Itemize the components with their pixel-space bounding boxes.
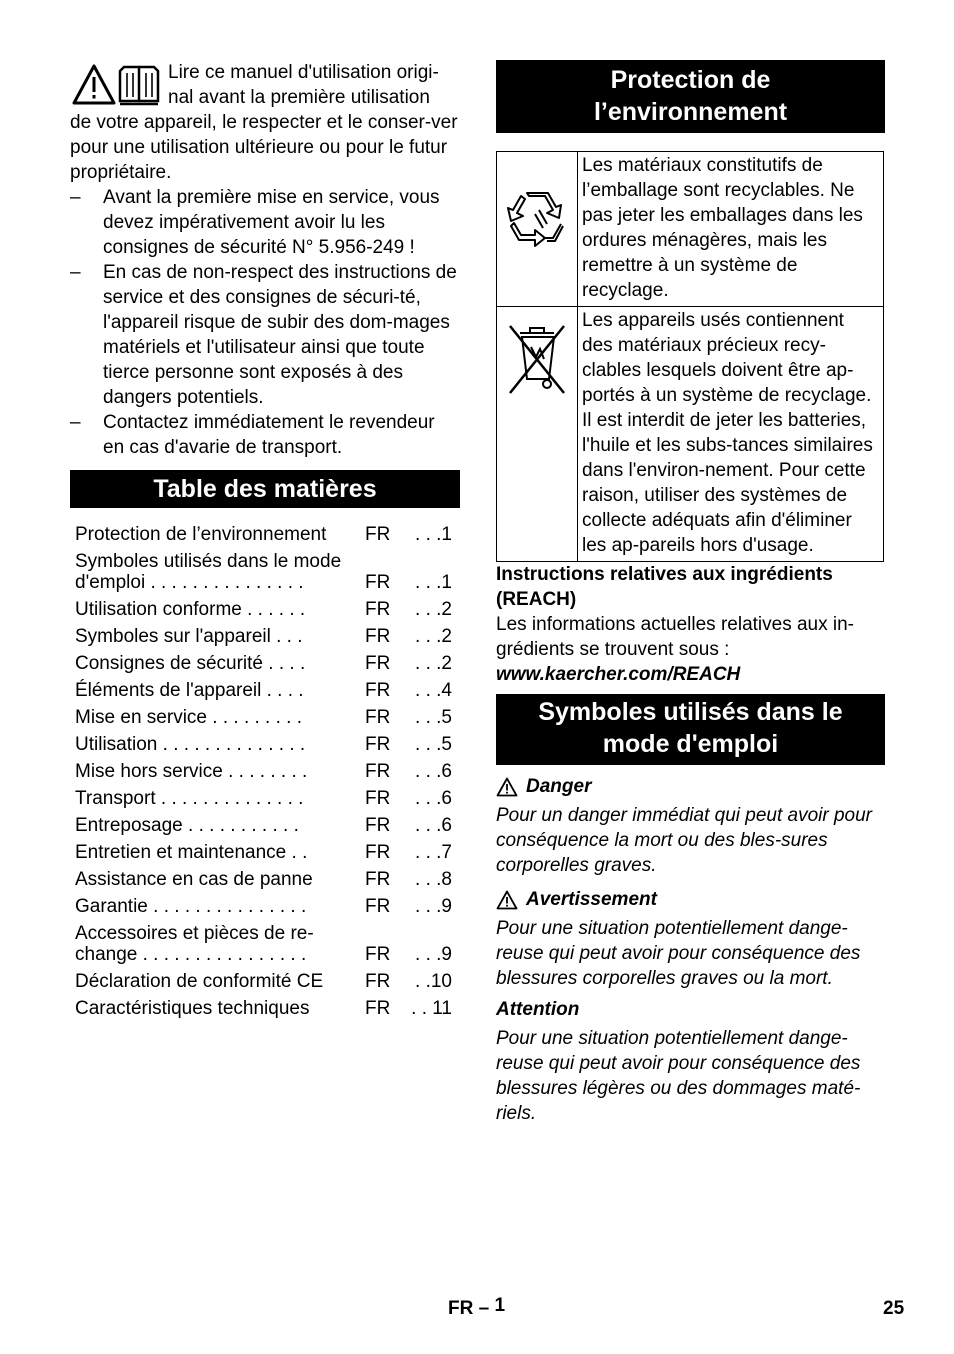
dash-bullet: – bbox=[70, 262, 81, 283]
crossed-out-wheelie-bin-icon bbox=[502, 321, 572, 397]
list-item: – En cas de non-respect des instructions de service et des consignes de sécuri-té, l'appareil risque de subir des dom-mages matériels et l'utilisateur ainsi que toute tierce personne sont exposés à des dangers potentiels. bbox=[70, 262, 457, 408]
toc-entry-lang: FR bbox=[365, 524, 391, 545]
toc-entry-page: . . .5 bbox=[415, 734, 452, 755]
toc-entry-page: . . .8 bbox=[415, 869, 452, 890]
toc-entry-title: Assistance en cas de panne bbox=[75, 869, 313, 890]
table-cell-text: Les appareils usés contiennent des matériaux précieux recy-clables lesquels doivent être ap-portés à un système de recyclage. Il est interdit de jeter les batteries, l'huile et les subs-tances similaires dans l'environ-nement. Pour cette raison, utiliser des systèmes de collecte adéquats afin d'éliminer les ap-pareils hors d'usage. bbox=[578, 307, 884, 562]
table-row bbox=[497, 152, 884, 307]
danger-text: Pour un danger immédiat qui peut avoir pour conséquence la mort ou des bles-sures corporelles graves. bbox=[496, 805, 873, 876]
list-item: – Avant la première mise en service, vous devez impérativement avoir lu les consignes de sécurité N° 5.956-249 ! bbox=[70, 187, 440, 258]
toc-entry[interactable] bbox=[75, 869, 460, 890]
toc-entry-title: Caractéristiques techniques bbox=[75, 998, 310, 1019]
toc-entry-lang: FR bbox=[365, 788, 391, 809]
toc-entry[interactable] bbox=[75, 599, 460, 620]
toc-entry-lang: FR bbox=[365, 680, 391, 701]
toc-entry-lang: FR bbox=[365, 971, 391, 992]
toc-entry-title: Mise hors service . . . . . . . . bbox=[75, 761, 308, 782]
toc-entry[interactable] bbox=[75, 842, 460, 863]
toc-entry-lang: FR bbox=[365, 998, 391, 1019]
toc-entry-page: . . .5 bbox=[415, 707, 452, 728]
toc-entry-lang: FR bbox=[365, 626, 391, 647]
manual-book-icon bbox=[120, 67, 158, 104]
attention-title: Attention bbox=[496, 999, 580, 1020]
table-cell-icon bbox=[497, 152, 578, 307]
toc-entry-page: . . .9 bbox=[415, 944, 452, 965]
toc-entry-title: Symboles sur l'appareil . . . bbox=[75, 626, 303, 647]
intro-line-2: nal avant la première utilisation bbox=[168, 87, 430, 108]
toc-entry[interactable] bbox=[75, 680, 460, 701]
toc-entry[interactable] bbox=[75, 788, 460, 809]
toc-entry-title: Accessoires et pièces de re- change . . . . . . . . . . . . . . . . bbox=[75, 923, 314, 965]
toc-entry-page: . . .9 bbox=[415, 896, 452, 917]
toc-entry-page: . . .2 bbox=[415, 653, 452, 674]
toc-entry[interactable] bbox=[75, 923, 460, 965]
toc-entry-title: Entretien et maintenance . . bbox=[75, 842, 308, 863]
toc-entry-lang: FR bbox=[365, 761, 391, 782]
toc-entry-page: . . .6 bbox=[415, 761, 452, 782]
intro-line-1: Lire ce manuel d'utilisation origi- bbox=[168, 62, 439, 83]
toc-heading: Table des matières bbox=[70, 470, 460, 508]
toc-entry-title: Entreposage . . . . . . . . . . . bbox=[75, 815, 299, 836]
table-row bbox=[497, 307, 884, 562]
toc-entry-title: Utilisation conforme . . . . . . bbox=[75, 599, 306, 620]
reach-text: Les informations actuelles relatives aux in-grédients se trouvent sous : bbox=[496, 614, 855, 660]
warning-text: Pour une situation potentiellement dange-reuse qui peut avoir pour conséquence des blessures corporelles graves ou la mort. bbox=[496, 918, 861, 989]
toc-entry-lang: FR bbox=[365, 599, 391, 620]
toc-entry-page: . . .1 bbox=[415, 524, 452, 545]
environment-heading: Protection de l’environnement bbox=[496, 60, 885, 133]
toc-entry-page: . .10 bbox=[415, 971, 452, 992]
toc-entry-lang: FR bbox=[365, 842, 391, 863]
toc-entry-lang: FR bbox=[365, 869, 391, 890]
page-number: 25 bbox=[883, 1298, 905, 1319]
toc-entry[interactable] bbox=[75, 815, 460, 836]
toc-entry-lang: FR bbox=[365, 734, 391, 755]
warning-triangle-icon bbox=[74, 66, 114, 103]
warning-triangle-icon bbox=[496, 777, 518, 797]
reach-title: Instructions relatives aux ingrédients (REACH) bbox=[496, 564, 833, 610]
toc-entry-page: . . .1 bbox=[415, 572, 452, 593]
toc-entry-page: . . .6 bbox=[415, 815, 452, 836]
toc-entry-title: Garantie . . . . . . . . . . . . . . . bbox=[75, 896, 307, 917]
toc-entry-lang: FR bbox=[365, 653, 391, 674]
toc-entry-title: Mise en service . . . . . . . . . bbox=[75, 707, 303, 728]
toc-entry-title: Déclaration de conformité CE bbox=[75, 971, 324, 992]
environment-table bbox=[496, 151, 884, 562]
list-item: – Contactez immédiatement le revendeur en cas d'avarie de transport. bbox=[70, 412, 435, 458]
danger-title: Danger bbox=[496, 774, 885, 799]
recycling-icon bbox=[499, 186, 575, 266]
warning-triangle-icon bbox=[496, 890, 518, 910]
toc-entry[interactable] bbox=[75, 896, 460, 917]
toc-entry-lang: FR bbox=[365, 815, 391, 836]
toc-entry-lang: FR bbox=[365, 707, 391, 728]
toc-entry[interactable] bbox=[75, 734, 460, 755]
toc-entry-page: . . .6 bbox=[415, 788, 452, 809]
toc-entry-title: Consignes de sécurité . . . . bbox=[75, 653, 306, 674]
left-column bbox=[70, 60, 460, 1025]
toc-entry-page: . . .7 bbox=[415, 842, 452, 863]
toc-entry-title: Utilisation . . . . . . . . . . . . . . bbox=[75, 734, 306, 755]
intro-text: de votre appareil, le respecter et le conser-ver pour une utilisation ultérieure ou pour le futur propriétaire. bbox=[70, 112, 458, 183]
toc-entry-page: . . 11 bbox=[411, 998, 452, 1019]
toc-entry[interactable] bbox=[75, 971, 460, 992]
toc-entry[interactable] bbox=[75, 626, 460, 647]
intro-icons bbox=[72, 63, 162, 107]
toc-entry-lang: FR bbox=[365, 896, 391, 917]
attention-text: Pour une situation potentiellement dange-reuse qui peut avoir pour conséquence des blessures légères ou des dommages maté-riels. bbox=[496, 1028, 861, 1124]
right-column bbox=[496, 60, 885, 1126]
symbols-heading: Symboles utilisés dans le mode d'emploi bbox=[496, 694, 885, 765]
toc-entry-title: Éléments de l'appareil . . . . bbox=[75, 680, 304, 701]
table-cell-text: Les matériaux constitutifs de l’emballage sont recyclables. Ne pas jeter les emballages dans les ordures ménagères, mais les remettre à un système de recyclage. bbox=[578, 152, 884, 307]
toc-entry[interactable] bbox=[75, 551, 460, 593]
reach-link[interactable]: www.kaercher.com/REACH bbox=[496, 664, 741, 685]
toc-entry[interactable] bbox=[75, 998, 460, 1019]
toc-entry-page: . . .2 bbox=[415, 599, 452, 620]
intro-bullet-list bbox=[70, 185, 460, 460]
toc-entry[interactable] bbox=[75, 524, 460, 545]
toc-entry-title: Protection de l’environnement bbox=[75, 524, 327, 545]
dash-bullet: – bbox=[70, 187, 81, 208]
table-of-contents bbox=[70, 524, 460, 1019]
toc-entry-page: . . .2 bbox=[415, 626, 452, 647]
toc-entry[interactable] bbox=[75, 653, 460, 674]
toc-entry[interactable] bbox=[75, 707, 460, 728]
toc-entry-lang: FR bbox=[365, 572, 391, 593]
toc-entry-page: . . .4 bbox=[415, 680, 452, 701]
dash-bullet: – bbox=[70, 412, 81, 433]
toc-entry-title: Symboles utilisés dans le mode d'emploi . . . . . . . . . . . . . . . bbox=[75, 551, 342, 593]
footer-section-label: FR – 1 bbox=[448, 1295, 506, 1319]
intro-notice bbox=[70, 60, 460, 185]
table-cell-icon bbox=[497, 307, 578, 562]
toc-entry-title: Transport . . . . . . . . . . . . . . bbox=[75, 788, 304, 809]
toc-entry-lang: FR bbox=[365, 944, 391, 965]
toc-entry[interactable] bbox=[75, 761, 460, 782]
warning-title: Avertissement bbox=[496, 887, 885, 912]
